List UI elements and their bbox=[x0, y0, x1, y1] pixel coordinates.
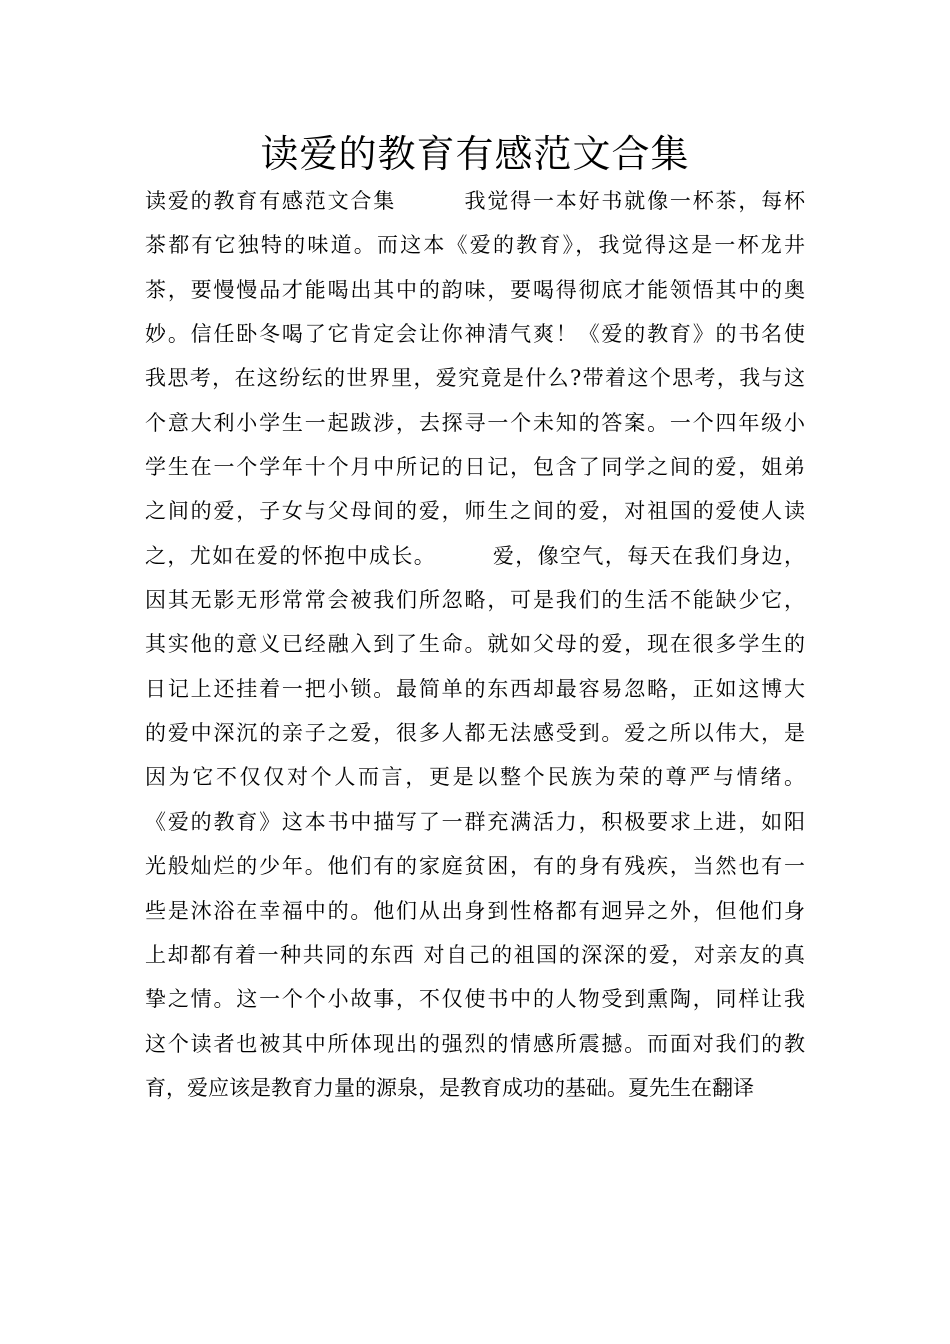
body-line: 茶都有它独特的味道。而这本《爱的教育》，我觉得这是一杯龙井 bbox=[145, 233, 805, 258]
body-line: 日记上还挂着一把小锁。最简单的东西却最容易忽略，正如这博大 bbox=[145, 676, 805, 701]
body-line: 这个读者也被其中所体现出的强烈的情感所震撼。而面对我们的教 bbox=[145, 1031, 805, 1056]
body-line: 个意大利小学生一起跋涉，去探寻一个未知的答案。一个四年级小 bbox=[145, 410, 805, 435]
body-line: 育，爱应该是教育力量的源泉，是教育成功的基础。夏先生在翻译 bbox=[145, 1075, 754, 1100]
body-line: 光般灿烂的少年。他们有的家庭贫困，有的身有残疾，当然也有一 bbox=[145, 854, 805, 879]
body-line: 之，尤如在爱的怀抱中成长。 爱，像空气，每天在我们身边， bbox=[145, 543, 805, 568]
body-line: 《爱的教育》这本书中描写了一群充满活力，积极要求上进，如阳 bbox=[145, 809, 805, 834]
body-line: 茶，要慢慢品才能喝出其中的韵味，要喝得彻底才能领悟其中的奥 bbox=[145, 277, 805, 302]
body-line: 学生在一个学年十个月中所记的日记，包含了同学之间的爱，姐弟 bbox=[145, 455, 805, 480]
document-title: 读爱的教育有感范文合集 bbox=[260, 132, 690, 176]
body-line: 读爱的教育有感范文合集 我觉得一本好书就像一杯茶，每杯 bbox=[145, 189, 805, 213]
body-line: 因为它不仅仅对个人而言，更是以整个民族为荣的尊严与情绪。 bbox=[145, 765, 805, 790]
body-line: 之间的爱，子女与父母间的爱，师生之间的爱，对祖国的爱使人读 bbox=[145, 499, 805, 524]
body-line: 的爱中深沉的亲子之爱，很多人都无法感受到。爱之所以伟大，是 bbox=[145, 721, 805, 746]
body-line: 妙。信任卧冬喝了它肯定会让你神清气爽！《爱的教育》的书名使 bbox=[145, 322, 805, 347]
document-body bbox=[145, 179, 805, 1110]
body-line: 些是沐浴在幸福中的。他们从出身到性格都有迥异之外，但他们身 bbox=[145, 898, 805, 923]
body-line: 挚之情。这一个个小故事，不仅使书中的人物受到熏陶，同样让我 bbox=[145, 987, 805, 1012]
body-line: 我思考，在这纷纭的世界里，爱究竟是什么?带着这个思考，我与这 bbox=[145, 366, 805, 391]
body-line: 上却都有着一种共同的东西 对自己的祖国的深深的爱，对亲友的真 bbox=[145, 942, 805, 967]
body-line: 因其无影无形常常会被我们所忽略，可是我们的生活不能缺少它， bbox=[145, 588, 805, 613]
body-line: 其实他的意义已经融入到了生命。就如父母的爱，现在很多学生的 bbox=[145, 632, 805, 657]
